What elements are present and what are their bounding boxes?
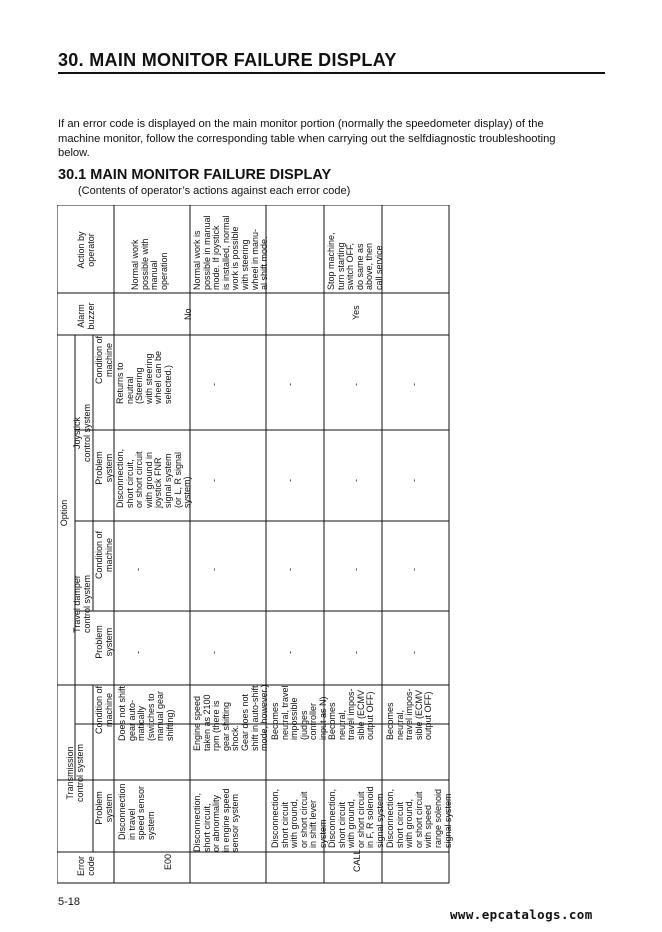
cell-line: or abnormality — [211, 794, 222, 852]
empty-dash: - — [209, 651, 219, 654]
header-line: Travel damper — [72, 575, 82, 633]
empty-dash: - — [351, 383, 361, 386]
empty-dash: - — [209, 479, 219, 482]
cell-line: sible (ECMV — [413, 689, 424, 740]
cell-line: or short circuit — [298, 791, 309, 848]
header-line: system — [103, 453, 114, 483]
cell-line: output OFF) — [423, 691, 434, 740]
cell-line: with steering — [143, 353, 154, 404]
subheader-damper-condition — [95, 520, 114, 590]
cell-line: (judges — [298, 710, 309, 740]
header-line: system — [103, 627, 114, 657]
header-line: Error — [76, 856, 86, 876]
cell-line: al shift mode. — [259, 236, 270, 290]
empty-dash: - — [351, 568, 361, 571]
cell-line: Disconnection — [117, 783, 127, 840]
header-line: Problem — [94, 625, 104, 659]
cell-line: short circuit, — [124, 459, 135, 508]
cell-line: in travel — [126, 808, 137, 840]
subheader-damper-problem — [95, 612, 114, 672]
cell-line: manual gear — [155, 690, 166, 741]
intro-line: If an error code is displayed on the main monitor portion (normally the speedometer display) of the — [58, 118, 544, 130]
cell-line: range solenoid — [432, 788, 443, 848]
header-line: Transmission — [65, 746, 75, 800]
cell-line: matically — [136, 705, 147, 741]
cell-line: taken as 2100 — [201, 694, 212, 751]
cell-line: possible in manual — [201, 215, 212, 290]
empty-dash: - — [209, 568, 219, 571]
cell-line: with ground, — [289, 798, 300, 848]
cell-line: shift in auto-shift — [249, 685, 260, 751]
cell-line: short circuit — [394, 801, 405, 848]
empty-dash: - — [351, 651, 361, 654]
header-line: Condition of — [94, 335, 104, 385]
cell-line: Disconnection, — [327, 788, 337, 848]
cell-line: shock. — [230, 724, 241, 751]
cell-line: neutral, — [336, 709, 347, 740]
cell-line: signal system — [442, 793, 453, 848]
cell-line: signal system — [374, 793, 385, 848]
cell-line: manual — [149, 260, 160, 290]
cell-line: input as N) — [317, 696, 328, 740]
joy-condition-cell — [116, 351, 174, 404]
subheader-trans-condition — [95, 680, 114, 740]
trans-problem-cell — [271, 789, 329, 848]
trans-condition-cell — [271, 685, 329, 740]
trans-condition-cell — [328, 688, 376, 740]
cell-line: (Steering — [134, 367, 145, 404]
cell-line: or short circuit — [355, 791, 366, 848]
cell-line: mode. If joystick — [211, 225, 222, 290]
cell-line: speed sensor — [136, 785, 147, 840]
header-line: control system — [74, 743, 85, 803]
empty-dash: - — [285, 651, 295, 654]
header-joystick — [73, 393, 92, 473]
header-line: Action by — [76, 231, 86, 269]
header-line: control system — [81, 574, 92, 634]
cell-line: wheel in manu- — [249, 228, 260, 290]
cell-line: (switches to — [145, 693, 156, 741]
cell-line: neutral, travel — [279, 685, 290, 740]
header-line: Alarm — [76, 304, 86, 328]
header-line: Condition of — [94, 530, 104, 580]
error-code-e00: E00 — [163, 853, 173, 870]
header-line: system — [103, 793, 114, 823]
header-alarm-buzzer — [77, 299, 96, 333]
empty-dash: - — [133, 651, 143, 654]
cell-line: with speed — [423, 804, 434, 848]
empty-dash: - — [285, 383, 295, 386]
cell-line: gear shifting — [220, 701, 231, 751]
header-action-by-operator — [77, 211, 96, 289]
trans-problem-cell — [386, 789, 453, 848]
site-watermark: www.epcatalogs.com — [450, 907, 593, 922]
error-code-call: CALL — [352, 849, 362, 872]
page-number: 5-18 — [58, 896, 81, 908]
header-transmission — [66, 728, 85, 818]
action-cell — [131, 238, 169, 290]
cell-line: impossible — [289, 697, 300, 740]
cell-line: Disconnection, — [192, 792, 202, 852]
empty-dash: - — [409, 383, 419, 386]
trans-problem-cell — [118, 783, 156, 840]
title-rule — [58, 72, 605, 74]
header-line: machine — [103, 537, 114, 573]
cell-line: system — [317, 819, 328, 848]
empty-dash: - — [409, 651, 419, 654]
cell-line: above, then — [364, 242, 375, 290]
cell-line: Disconnection, — [115, 448, 125, 508]
header-line: operator — [85, 233, 96, 267]
trans-problem-cell — [328, 786, 386, 848]
cell-line: output OFF) — [365, 691, 376, 740]
cell-line: or short circuit — [413, 791, 424, 848]
section-subtitle: (Contents of operator’s actions against each error code) — [78, 185, 351, 197]
cell-line: Stop machine, — [326, 232, 336, 290]
cell-line: Returns to — [115, 362, 125, 404]
cell-line: neutral, — [394, 709, 405, 740]
cell-line: operation — [158, 252, 169, 290]
cell-line: Becomes — [270, 702, 280, 740]
cell-line: gear auto- — [126, 699, 137, 741]
subheader-trans-problem — [95, 778, 114, 838]
cell-line: signal system — [162, 453, 173, 508]
cell-line: short circuit — [279, 801, 290, 848]
subheader-joy-problem — [95, 428, 114, 508]
intro-line: below. — [58, 147, 90, 159]
cell-line: Normal work is — [192, 230, 202, 290]
action-cell — [193, 215, 270, 290]
cell-line: with ground in — [143, 451, 154, 508]
cell-line: Gear does not — [239, 693, 250, 751]
cell-line: shifting) — [164, 709, 175, 741]
empty-dash: - — [409, 479, 419, 482]
cell-line: mode, however.) — [259, 684, 270, 751]
cell-line: Engine speed — [192, 695, 202, 751]
cell-line: sensor system — [230, 793, 241, 852]
cell-line: Disconnection, — [270, 788, 280, 848]
cell-line: wheel can be — [153, 350, 164, 404]
cell-line: joystick FNR — [153, 457, 164, 508]
cell-line: short circuit — [336, 801, 347, 848]
cell-line: Becomes — [385, 702, 395, 740]
trans-problem-cell — [193, 788, 241, 852]
action-cell — [327, 232, 385, 290]
cell-line: rpm (there is — [211, 700, 222, 751]
cell-line: is installed, normal — [220, 215, 231, 290]
joy-problem-cell — [116, 449, 193, 508]
cell-line: short circuit, — [201, 803, 212, 852]
cell-line: Becomes — [327, 702, 337, 740]
cell-line: in F, R solenoid — [365, 786, 376, 848]
cell-line: travel impos- — [346, 688, 357, 740]
cell-line: Disconnection, — [385, 788, 395, 848]
header-line: buzzer — [85, 302, 96, 330]
header-line: Problem — [94, 791, 104, 825]
cell-line: travel impos- — [404, 688, 415, 740]
cell-line: system) — [182, 476, 193, 508]
cell-line: (or L, R signal — [172, 451, 183, 508]
cell-line: with ground, — [404, 798, 415, 848]
header-line: machine — [103, 692, 114, 728]
intro-line: machine monitor, follow the corresponding table when carrying out the selfdiagnostic troubleshooting — [58, 132, 556, 145]
cell-line: controller — [308, 702, 319, 740]
alarm-yes: Yes — [351, 305, 361, 320]
header-line: Condition of — [94, 685, 104, 735]
alarm-no: No — [183, 308, 193, 320]
cell-line: possible with — [139, 238, 150, 290]
trans-condition-cell — [193, 684, 270, 751]
cell-line: selected.) — [162, 364, 173, 404]
empty-dash: - — [209, 383, 219, 386]
empty-dash: - — [409, 568, 419, 571]
trans-condition-cell — [118, 686, 176, 741]
cell-line: with ground, — [346, 798, 357, 848]
cell-line: or short circuit — [134, 451, 145, 508]
empty-dash: - — [285, 568, 295, 571]
trans-condition-cell — [386, 688, 434, 740]
cell-line: turn starting — [335, 242, 346, 290]
header-error-code — [77, 852, 96, 880]
cell-line: call service — [373, 245, 384, 290]
cell-line: in engine speed — [220, 788, 231, 852]
cell-line: switch OFF, — [345, 242, 356, 290]
cell-line: Normal work — [130, 239, 140, 290]
cell-line: sible (ECMV — [355, 689, 366, 740]
cell-line: system — [145, 811, 156, 840]
page-title: 30. MAIN MONITOR FAILURE DISPLAY — [58, 50, 397, 70]
header-line: control system — [81, 403, 92, 463]
header-option: Option — [59, 499, 69, 527]
header-travel-damper — [73, 558, 92, 650]
cell-line: neutral — [124, 376, 135, 404]
empty-dash: - — [285, 479, 295, 482]
header-line: Joystick — [72, 417, 82, 450]
header-line: code — [85, 856, 96, 876]
cell-line: work is possible — [230, 226, 241, 290]
cell-line: with steering — [239, 239, 250, 290]
empty-dash: - — [133, 568, 143, 571]
empty-dash: - — [351, 479, 361, 482]
section-title: 30.1 MAIN MONITOR FAILURE DISPLAY — [58, 167, 332, 183]
intro-paragraph — [58, 117, 608, 161]
header-line: Problem — [94, 451, 104, 485]
subheader-joy-condition — [95, 315, 114, 405]
header-line: machine — [103, 342, 114, 378]
cell-line: in shift lever — [308, 799, 319, 848]
cell-line: Does not shift — [117, 685, 127, 741]
cell-line: do same as — [354, 243, 365, 290]
